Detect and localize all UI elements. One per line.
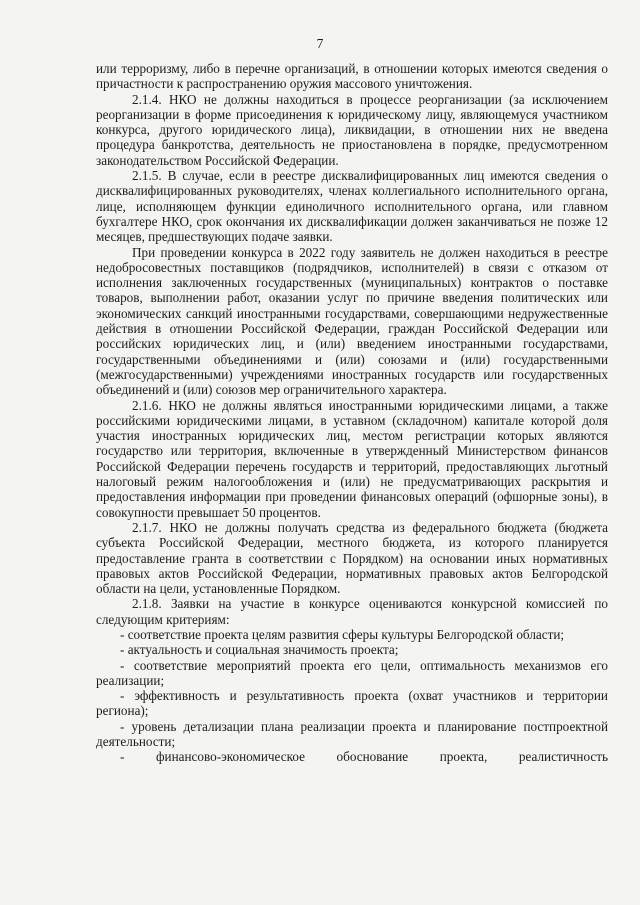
paragraph-2-1-6: 2.1.6. НКО не должны являться иностранными юридическими лицами, а также российскими юридическими лицами, в уставном (складочном) капитале которой доля участия иностранных юридических лиц, местом регистрации которых являются государство или территория, включенные в утвержденный Министерством финансов Российской Федерации перечень государств и территорий, предоставляющих льготный налоговый режим налогообложения и (или) не предусматривающих раскрытия и предоставления информации при проведении финансовых операций (офшорные зоны), в совокупности превышает 50 процентов.: [96, 397, 608, 520]
criterion-list-item: - соответствие мероприятий проекта его цели, оптимальность механизмов его реализации;: [96, 657, 608, 688]
page-number: 7: [316, 36, 324, 51]
criterion-list-item: - финансово-экономическое обоснование проекта, реалистичность: [120, 749, 608, 765]
paragraph-2-1-5: 2.1.5. В случае, если в реестре дисквалифицированных лиц имеются сведения о дисквалифицированных руководителях, членах коллегиального исполнительного органа, лице, исполняющем функции единоличного исполнительного органа, или главном бухгалтере НКО, срок окончания их дисквалификации должен заканчиваться не позже 12 месяцев, предшествующих подаче заявки.: [96, 168, 608, 245]
document-body: [96, 61, 608, 765]
paragraph-2-1-4: 2.1.4. НКО не должны находиться в процессе реорганизации (за исключением реорганизации в форме присоединения к юридическому лицу, являющемуся участником конкурса, другого юридического лица), ликвидации, в отношении них не введена процедура банкротства, деятельность не приостановлена в порядке, предусмотренном законодательством Российской Федерации.: [96, 91, 608, 168]
criterion-list-item: - эффективность и результативность проекта (охват участников и территории региона);: [96, 688, 608, 719]
paragraph-2-1-8: 2.1.8. Заявки на участие в конкурсе оцениваются конкурсной комиссией по следующим критериям:: [96, 596, 608, 627]
paragraph-sanctions-2022: При проведении конкурса в 2022 году заявитель не должен находиться в реестре недобросовестных поставщиков (подрядчиков, исполнителей) в связи с отказом от исполнения заключенных государственных (муниципальных) контрактов о поставке товаров, выполнении работ, оказании услуг по причине введения политических или экономических санкций иностранными государствами, совершающими недружественные действия в отношении Российской Федерации, граждан Российской Федерации или российских юридических лиц, и (или) введением иностранными государствами, государственными объединениями и (или) союзами и (или) государственными (межгосударственными) учреждениями иностранных государств или государственных объединений и (или) союзов мер ограничительного характера.: [96, 244, 608, 398]
paragraph-2-1-7: 2.1.7. НКО не должны получать средства из федерального бюджета (бюджета субъекта Российской Федерации, местного бюджета, из которого планируется предоставление гранта в соответствии с Порядком) на основании иных нормативных правовых актов Российской Федерации, нормативных правовых актов Белгородской области на цели, установленные Порядком.: [96, 519, 608, 597]
criterion-list-item: - соответствие проекта целям развития сферы культуры Белгородской области;: [120, 626, 565, 642]
criterion-list-item: - актуальность и социальная значимость проекта;: [120, 642, 399, 658]
criterion-list-item: - уровень детализации плана реализации проекта и планирование постпроектной деятельности;: [96, 718, 608, 750]
paragraph-continuation-terrorism: или терроризму, либо в перечне организаций, в отношении которых имеются сведения о причастности к распространению оружия массового уничтожения.: [96, 61, 608, 92]
